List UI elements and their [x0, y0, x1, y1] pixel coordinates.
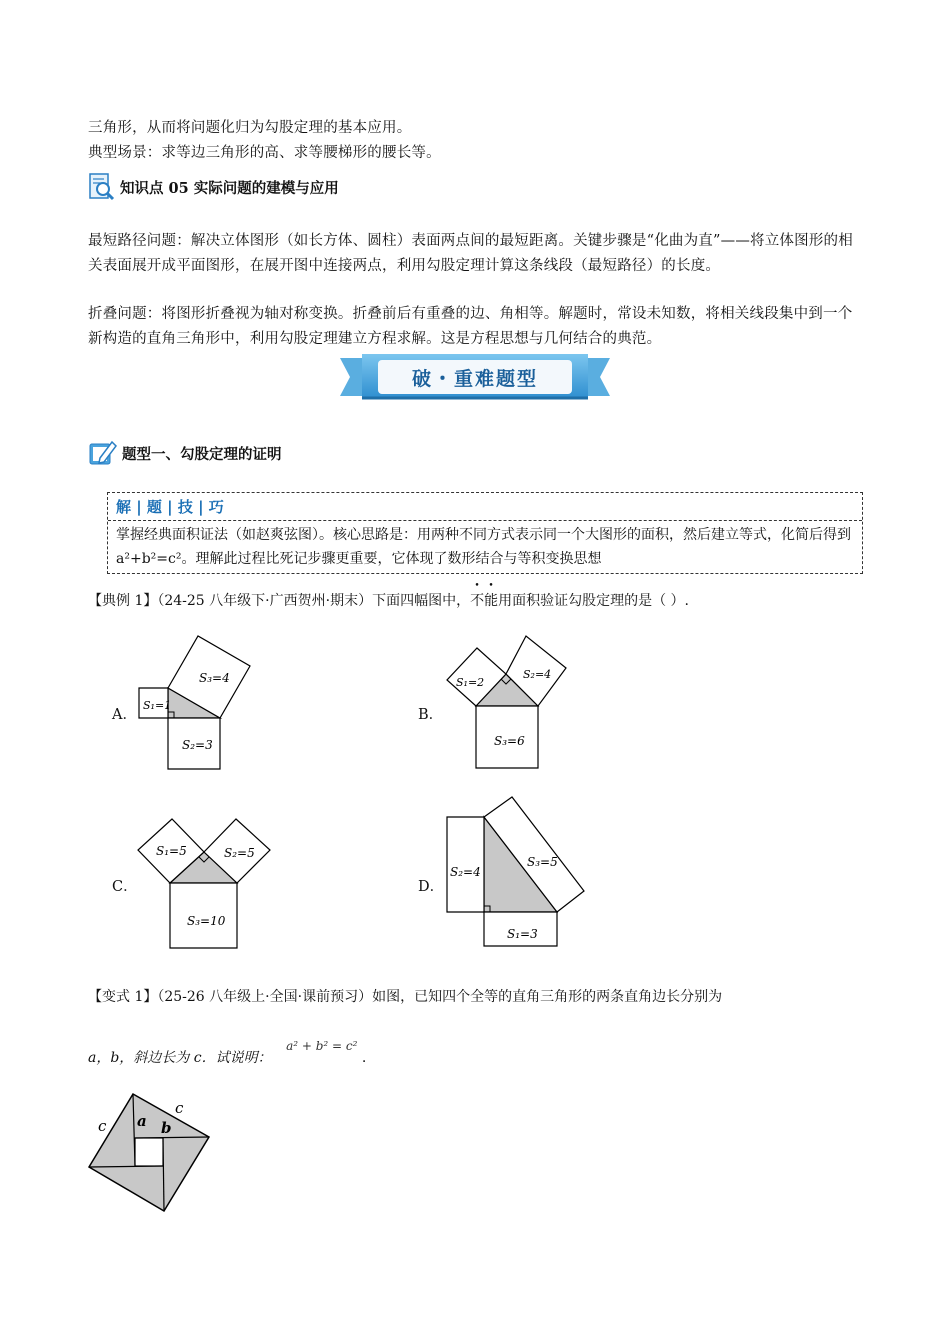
option-c-s3: S₃=10: [187, 914, 226, 928]
kp05-para-2: 折叠问题：将图形折叠视为轴对称变换。折叠前后有重叠的边、角相等。解题时，常设未知数，将相关线段集中到一个新构造的直角三角形中，利用勾股定理建立方程求解。这是方程思想与几何结合的典范。: [88, 306, 853, 347]
tips-text: 掌握经典面积证法（如赵爽弦图）。核心思路是：用两种不同方式表示同一个大图形的面积，然后建立等式，化简后得到 a²+b²=c²。理解此过程比死记步骤更重要，它体现了数形结合与等积变换思想: [116, 527, 851, 567]
option-b-label: B．: [418, 707, 444, 723]
example1-suffix: 用面积验证勾股定理的是（ ）.: [498, 593, 689, 609]
fig-label-a: a: [137, 1112, 147, 1130]
example1-emph-2: 能: [484, 593, 499, 609]
intro-line-2: 典型场景：求等边三角形的高、求等腰梯形的腰长等。: [88, 145, 441, 161]
option-a-figure: [130, 630, 260, 770]
tips-header: 解 | 题 | 技 | 巧: [116, 498, 224, 516]
option-c-s2: S₂=5: [224, 846, 255, 860]
option-b-figure: [440, 626, 570, 774]
fig-label-b: b: [161, 1119, 172, 1137]
tips-box: [107, 492, 863, 574]
example1-prefix: 【典例 1】（24-25 八年级下·广西贺州·期末）下面四幅图中，: [88, 593, 471, 609]
option-d-figure: [440, 795, 590, 950]
example1-question: [88, 590, 689, 610]
intro-line-1: 三角形，从而将问题化归为勾股定理的基本应用。: [88, 120, 412, 136]
kp05-para-1: 最短路径问题：解决立体图形（如长方体、圆柱）表面两点间的最短距离。关键步骤是“化曲为直”——将立体图形的相关表面展开成平面图形，在展开图中连接两点，利用勾股定理计算这条线段（最短路径）的长度。: [88, 233, 853, 274]
kp05-title: 知识点 05 实际问题的建模与应用: [120, 179, 339, 197]
example1-emph-1: 不: [470, 593, 485, 609]
option-a-s1: S₁=1: [143, 699, 172, 712]
option-c-s1: S₁=5: [156, 844, 187, 858]
banner-text: 破・重难题型: [411, 368, 538, 390]
fig-label-c-top: c: [175, 1099, 184, 1117]
variant1-line-1: 【变式 1】（25-26 八年级上·全国·课前预习）如图，已知四个全等的直角三角形的两条直角边长分别为: [88, 989, 723, 1005]
tips-divider: [108, 520, 862, 521]
kp05-heading: [88, 172, 339, 202]
option-c-figure: [135, 815, 285, 950]
option-d-label: D．: [418, 879, 445, 895]
option-c-label: C．: [112, 879, 138, 895]
variant1-line-2: [88, 1039, 367, 1067]
pencil-note-icon: [88, 438, 118, 468]
type1-title: 题型一、勾股定理的证明: [122, 445, 282, 463]
zhao-shuang-figure: [85, 1088, 215, 1218]
option-d-s3: S₃=5: [527, 855, 558, 869]
option-b-s3: S₃=6: [494, 734, 525, 748]
magnifier-document-icon: [88, 172, 116, 202]
section-banner: [340, 352, 610, 402]
option-d-s2: S₂=4: [450, 865, 481, 879]
option-b-s2: S₂=4: [523, 668, 552, 681]
option-b-s1: S₁=2: [456, 676, 485, 689]
variant1-formula: a² + b² = c²: [286, 1039, 358, 1053]
option-a-s3: S₃=4: [199, 671, 230, 685]
option-a-s2: S₂=3: [182, 738, 213, 752]
type1-heading: [88, 438, 282, 468]
option-a-label: A．: [112, 707, 137, 723]
option-d-s1: S₁=3: [507, 927, 538, 941]
variant1-line2-pre: a，b，斜边长为 c．试说明：: [88, 1050, 272, 1066]
variant1-line2-post: .: [361, 1050, 367, 1066]
fig-label-c-left: c: [98, 1117, 107, 1135]
